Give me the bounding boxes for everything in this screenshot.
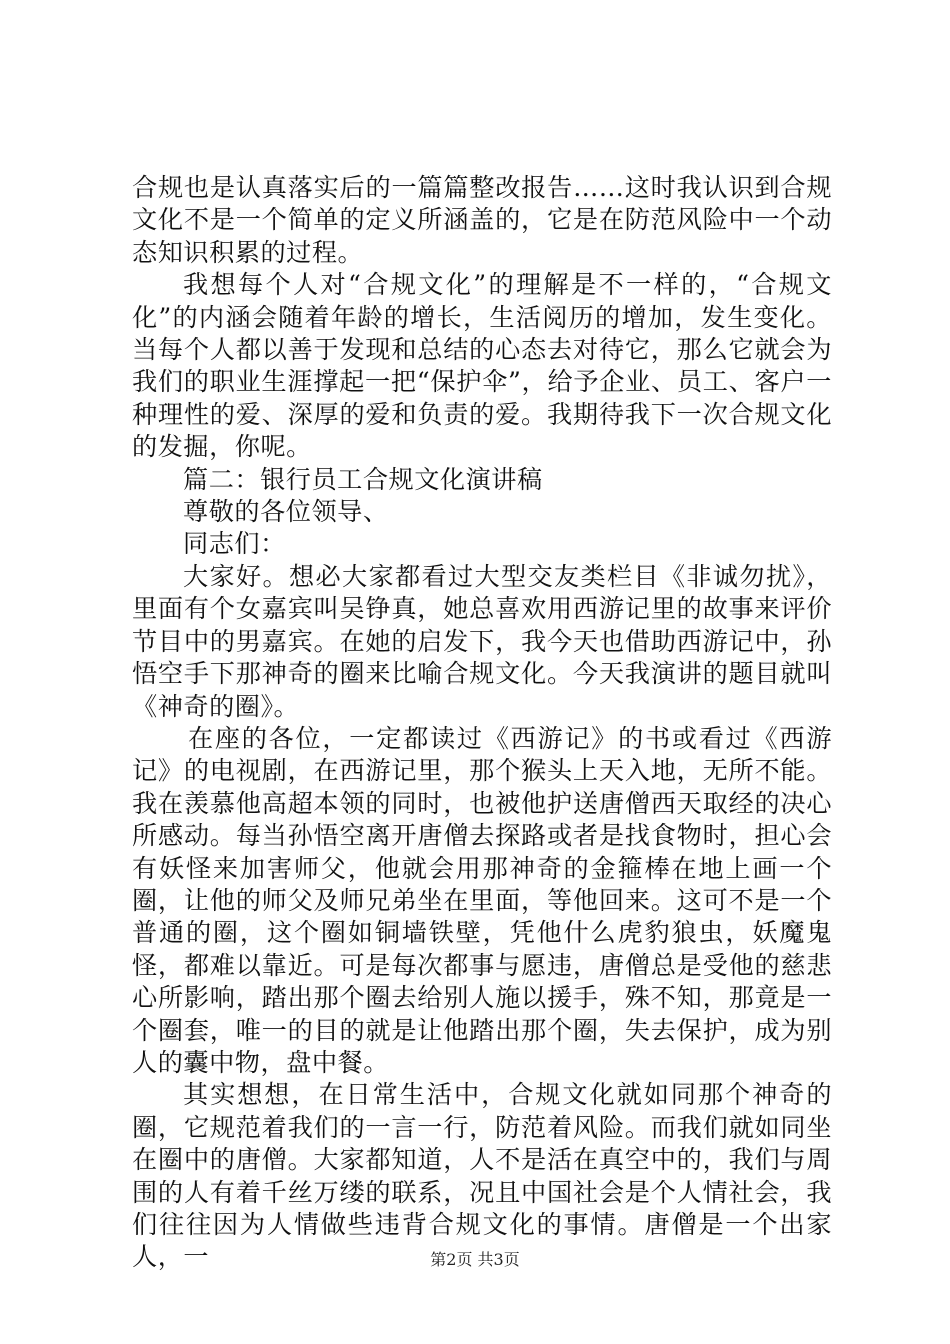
paragraph-compliance-culture: 我想每个人对“合规文化”的理解是不一样的，“合规文化”的内涵会随着年龄的增长，生活阅历的增加，发生变化。当每个人都以善于发现和总结的心态去对待它，那么它就会为我们的职业生涯撑起一把“保护伞”，给予企业、员工、客户一种理性的爱、深厚的爱和负责的爱。我期待我下一次合规文化的发掘，你呢。 <box>132 270 832 462</box>
section-heading: 篇二：银行员工合规文化演讲稿 <box>183 464 543 494</box>
paragraph-daily-life: 其实想想，在日常生活中，合规文化就如同那个神奇的圈，它规范着我们的一言一行，防范着风险。而我们就如同坐在圈中的唐僧。大家都知道，人不是活在真空中的，我们与周围的人有着千丝万缕的联系，况且中国社会是个人情社会，我们往往因为人情做些违背合规文化的事情。唐僧是一个出家人，一 <box>132 1080 832 1272</box>
salutation-comrades: 同志们： <box>183 529 286 559</box>
paragraph-journey-west: 在座的各位，一定都读过《西游记》的书或看过《西游记》的电视剧，在西游记里，那个猴头上天入地，无所不能。我在羡慕他高超本领的同时，也被他护送唐僧西天取经的决心所感动。每当孙悟空离开唐僧去探路或者是找食物时，担心会有妖怪来加害师父，他就会用那神奇的金箍棒在地上画一个圈，让他的师父及师兄弟坐在里面，等他回来。这可不是一个普通的圈，这个圈如铜墙铁壁，凭他什么虎豹狼虫，妖魔鬼怪，都难以靠近。可是每次都事与愿违，唐僧总是受他的慈悲心所影响，踏出那个圈去给别人施以援手，殊不知，那竟是一个圈套，唯一的目的就是让他踏出那个圈，失去保护，成为别人的囊中物，盘中餐。 <box>132 723 832 1077</box>
document-body <box>132 172 832 1274</box>
paragraph-continuation: 合规也是认真落实后的一篇篇整改报告……这时我认识到合规文化不是一个简单的定义所涵盖的，它是在防范风险中一个动态知识积累的过程。 <box>132 173 832 267</box>
page-footer: 第2页 共3页 <box>430 1250 520 1269</box>
paragraph-greeting: 大家好。想必大家都看过大型交友类栏目《非诚勿扰》，里面有个女嘉宾叫吴铮真，她总喜欢用西游记里的故事来评价节目中的男嘉宾。在她的启发下，我今天也借助西游记中，孙悟空手下那神奇的圈来比喻合规文化。今天我演讲的题目就叫《神奇的圈》。 <box>132 561 832 721</box>
salutation-leaders: 尊敬的各位领导、 <box>183 497 389 527</box>
